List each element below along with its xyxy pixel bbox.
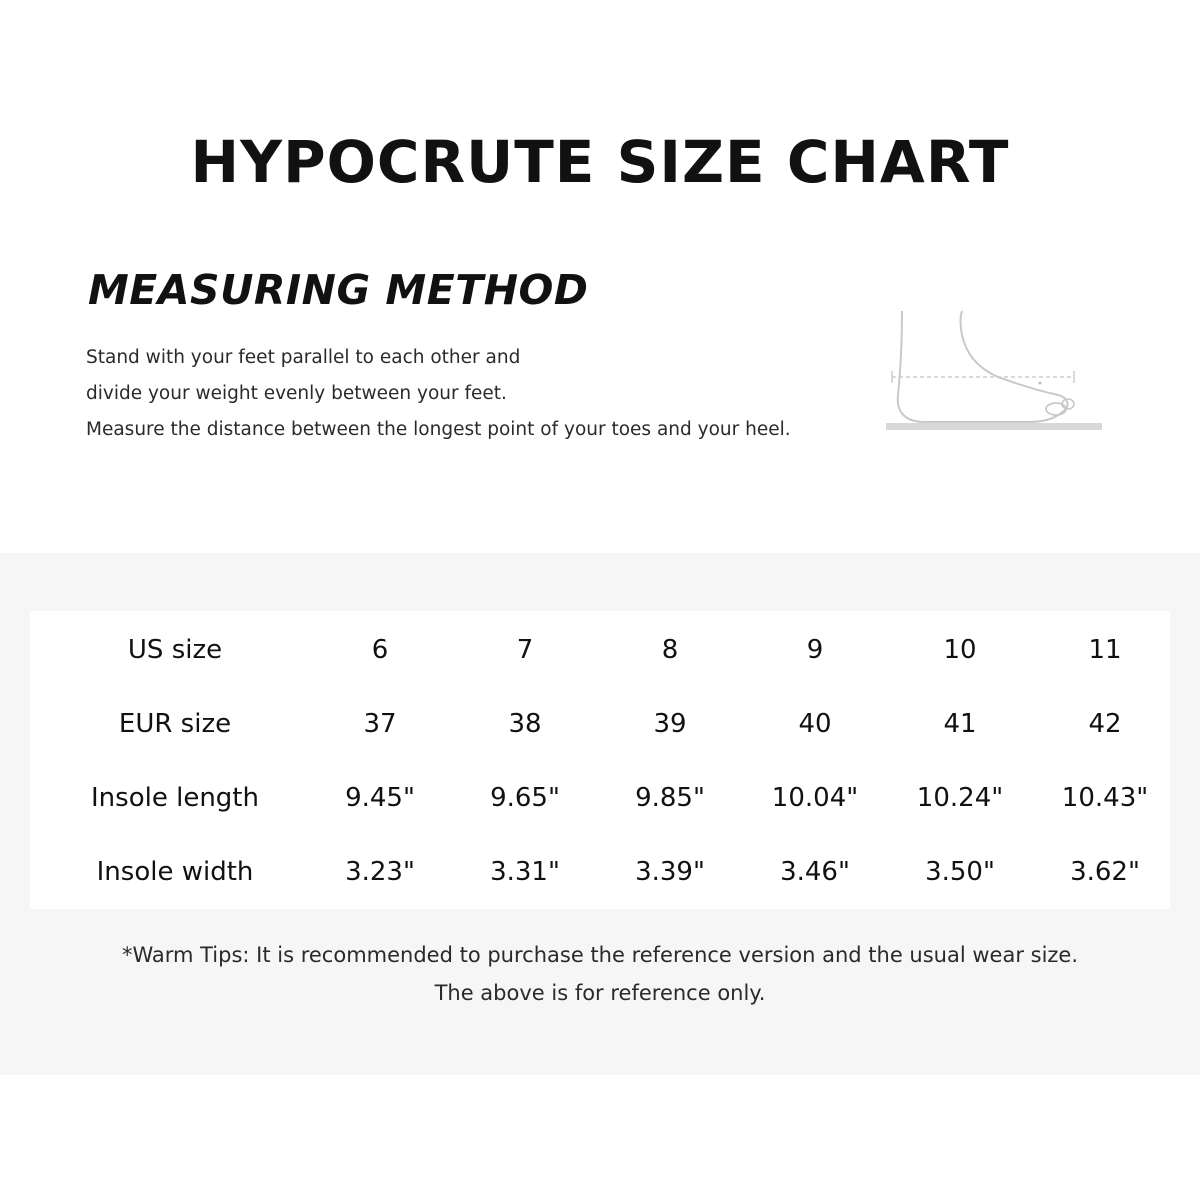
table-cell: 9.85" (635, 783, 705, 813)
row-label-eur-size: EUR size (118, 709, 232, 739)
table-cell: 3.39" (635, 857, 705, 887)
table-cell: 37 (363, 709, 397, 739)
table-cell: 3.23" (345, 857, 415, 887)
table-cell: 10 (943, 635, 977, 665)
row-label-insole-width: Insole width (96, 857, 254, 887)
table-cell: 7 (516, 635, 534, 665)
table-cell: 39 (653, 709, 687, 739)
table-cell: 10.24" (916, 783, 1004, 813)
warm-tips-line: The above is for reference only. (434, 981, 766, 1005)
table-cell: 6 (371, 635, 389, 665)
size-table (30, 613, 1190, 909)
table-cell: 10.04" (771, 783, 859, 813)
table-cell: 40 (798, 709, 832, 739)
table-row (30, 613, 1190, 687)
instruction-line: divide your weight evenly between your feet. (86, 383, 507, 404)
table-cell: 8 (661, 635, 679, 665)
foot-measure-icon (880, 305, 1110, 440)
page-title: HYPOCRUTE SIZE CHART (190, 128, 1010, 196)
table-cell: 3.50" (925, 857, 995, 887)
table-cell: 9.45" (345, 783, 415, 813)
table-cell: 11 (1088, 635, 1122, 665)
table-cell: 9 (806, 635, 824, 665)
table-cell: 10.43" (1061, 783, 1149, 813)
table-row (30, 687, 1190, 761)
table-row (30, 761, 1190, 835)
table-cell: 42 (1088, 709, 1122, 739)
row-label-us-size: US size (127, 635, 223, 665)
table-cell: 9.65" (490, 783, 560, 813)
warm-tips (0, 936, 1200, 1012)
table-cell: 3.46" (780, 857, 850, 887)
instruction-line: Measure the distance between the longest point of your toes and your heel. (86, 419, 791, 440)
row-label-insole-length: Insole length (91, 783, 259, 813)
table-cell: 38 (508, 709, 542, 739)
measuring-method-heading: MEASURING METHOD (88, 266, 589, 314)
table-cell: 41 (943, 709, 977, 739)
instruction-line: Stand with your feet parallel to each other and (86, 347, 521, 368)
table-cell: 3.31" (490, 857, 560, 887)
table-cell: 3.62" (1070, 857, 1140, 887)
warm-tips-line: *Warm Tips: It is recommended to purchase the reference version and the usual wear size. (121, 943, 1079, 967)
measuring-instructions (86, 340, 866, 448)
table-row (30, 835, 1190, 909)
